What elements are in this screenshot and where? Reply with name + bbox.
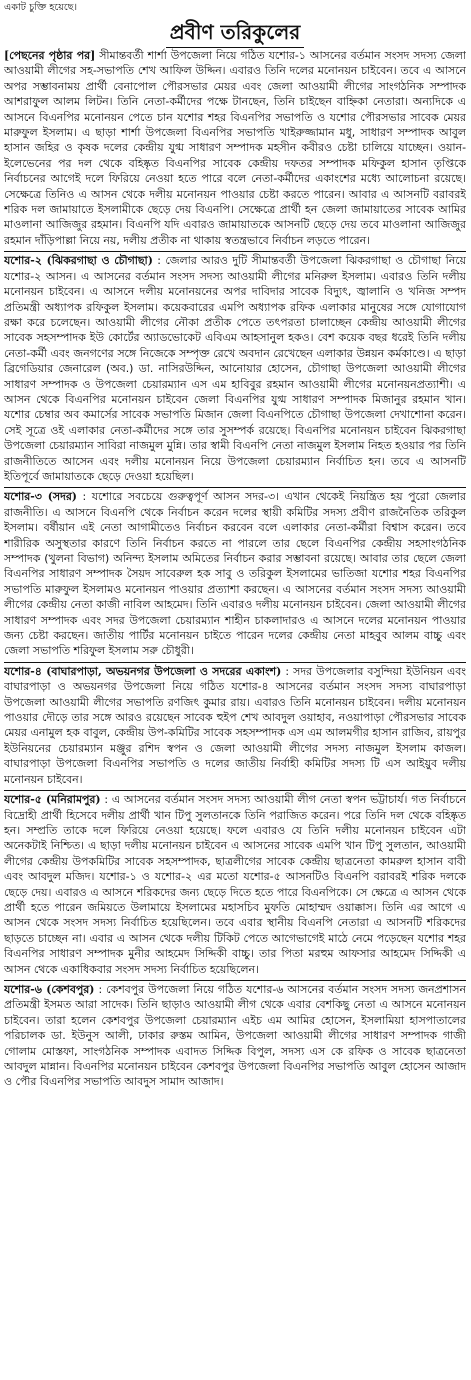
section-jashore-4 — [4, 662, 466, 787]
headline-row — [4, 17, 466, 47]
section-heading: যশোর-২ (ঝিকরগাছা ও চৌগাছা) — [4, 254, 153, 268]
paragraph-text: সীমান্তবর্তী শার্শা উপজেলা নিয়ে গঠিত যশোর-১ আসনের বর্তমান সংসদ সদস্য জেলা আওয়ামী লীগের সহ-সভাপতি শেখ আফিল উদ্দিন। এবারও তিনি দলের মনোনয়ন চাইবেন। তবে এ আসনে অপর সম্ভাবনাময় প্রার্থী বেনাপোল পৌরসভার মেয়র এবং জেলা আওয়ামী লীগের সাংগঠনিক সম্পাদক আশরাফুল আলম লিটন। তিনি নেতা-কর্মীদের পক্ষে টানছেন, তিনি চাইছেন বাহ্নিকা নেতারা। অন্যদিকে এ আসনে বিএনপির মনোনয়ন পেতে চান যশোর শহর বিএনপির সভাপতি ও যশোর পৌরসভার সাবেক মেয়র মারুফুল ইসলাম। এ ছাড়া শার্শা উপজেলা বিএনপির সভাপতি খাইরুজ্জামান মধু, সাধারণ সম্পাদক আবুল হাসান জহির ও কৃষক দলের কেন্দ্রীয় যুগ্ম সাধারণ সম্পাদক মহসীন কবীরও চেষ্টা চালিয়ে যাচ্ছেন। ওয়ান-ইলেভেনের পর দল থেকে বহিষ্কৃত বিএনপির সাবেক কেন্দ্রীয় দফতর সম্পাদক মফিকুল হাসান তৃপ্তিকে নির্বাচনের আগেই দলে ফিরিয়ে নেওয়া হতে পারে বলে নেতা-কর্মীদের একাংশের মধ্যে আলোচনা রয়েছে। সেক্ষেত্রে তিনিও এ আসন থেকে দলীয় মনোনয়ন পাওয়ার চেষ্টা করতে পারেন। আবার এ আসনটি বরাবরই শরিক দল জামায়াতে ইসলামীকে ছেড়ে দেয় বিএনপি। সেক্ষেত্রে প্রার্থী হন জেলা জামায়াতের সাবেক আমির মাওলানা আজিজুর রহমান। বিএনপি যদি এবারও জামায়াতকে আসনটি ছেড়ে দেয় তবে মাওলানা আজিজুর রহমান দাঁড়িপাল্লা নিয়ে নয়, দলীয় প্রতীক না থাকায় স্বতন্ত্রভাবে নির্বাচন লড়তে পারেন। — [4, 49, 466, 247]
section-jashore-6 — [4, 980, 466, 1090]
paragraph-text: : এ আসনের বর্তমান সংসদ সদস্য আওয়ামী লীগ নেতা স্বপন ভট্টাচার্য। গত নির্বাচনে বিদ্রোহী প্রার্থী হিসেবে দলীয় প্রার্থী খান টিপু সুলতানকে তিনি পরাজিত করেন। পরে তিনি দল থেকে বহিষ্কৃত হন। সম্প্রতি তাকে দলে ফিরিয়ে নেওয়া হয়েছে। ফলে এবারও যে তিনি দলীয় মনোনয়ন চাইবেন এটা অনেকটাই নিশ্চিত। এ ছাড়া দলীয় মনোনয়ন চাইবেন এ আসনের সাবেক এমপি খান টিপু সুলতান, আওয়ামী লীগের কেন্দ্রীয় উপকমিটির সাবেক সহসম্পাদক, ছাত্রলীগের সাবেক কেন্দ্রীয় ছাত্রনেতা কামরুল হাসান বাবী এবং আবদুল মজিদ। যশোর-১ ও যশোর-২ এর মতো যশোর-৫ আসনটিও বিএনপি বরাবরই শরিক দলকে ছেড়ে দেয়। এবারও এ আসনে শরিকদের জন্য ছেড়ে দিতে হতে পারে বিএনপিকে। সে ক্ষেত্রে এ আসন থেকে প্রার্থী হতে পারেন জমিয়তে উলামায়ে ইসলামের মহাসচিব মুফতি মোহাম্মদ ওয়াক্কাস। তিনি এর আগে এ আসন থেকে সংসদ সদস্য নির্বাচিত হয়েছিলেন। তবে এবার স্থানীয় বিএনপি নেতারা এ আসনটি শরিকদের ছাড়তে চাচ্ছেন না। এবার এ আসন থেকে দলীয় টিকিট পেতে আগেভাগেই মাঠে নেমে পড়েছেন যশোর শহর বিএনপির সাধারণ সম্পাদক মুনীর আহমেদ সিদ্দিকী বাচ্চু। তার পিতা মরহুম আফসার আহমেদ সিদ্দিকী এ আসন থেকে একাধিকবার সংসদ সদস্য নির্বাচিত হয়েছিলেন। — [4, 793, 466, 976]
headline: প্রবীণ তরিকুলের — [166, 17, 305, 48]
paragraph-intro — [4, 48, 466, 248]
section-jashore-5 — [4, 790, 466, 977]
section-heading: যশোর-৬ (কেশবপুর) — [4, 982, 95, 996]
continued-from-marker: [পেছনের পৃষ্ঠার পর] — [4, 49, 96, 62]
paragraph-text: : সদর উপজেলার বসুন্দিয়া ইউনিয়ন এবং বাঘারপাড়া ও অভয়নগর উপজেলা নিয়ে গঠিত যশোর-৪ আসনের বর্তমান সংসদ সদস্য বাঘারপাড়া উপজেলা আওয়ামী লীগের সভাপতি রণজিৎ কুমার রায়। এবারও তিনি মনোনয়ন চাইবেন। দলীয় মনোনয়ন পাওয়ার দৌড়ে তার সঙ্গে আরও রয়েছেন সাবেক হুইপ শেখ আবদুল ওয়াহাব, নওয়াপাড়া পৌরসভার সাবেক মেয়র এনামুল হক বাবুল, কেন্দ্রীয় উপ-কমিটির সাবেক সহসম্পাদক এস এম আলমগীর হাসান রাজিব, রায়পুর ইউনিয়নের চেয়ারম্যান মঞ্জুর রশিদ স্বপন ও জেলা আওয়ামী লীগের সদস্য নাজমুল ইসলাম কাজল। বাঘারপাড়া উপজেলা বিএনপির সভাপতি ও দলের জাতীয় নির্বাহী কমিটির সদস্য টি এস আইয়ুব দলীয় মনোনয়ন চাইবেন। — [4, 664, 466, 786]
paragraph-text: : জেলার আরও দুটি সীমান্তবর্তী উপজেলা ঝিকরগাছা ও চৌগাছা নিয়ে যশোর-২ আসন। এ আসনের বর্তমান সংসদ সদস্য আওয়ামী লীগের মনিরুল ইসলাম। এবারও তিনি দলীয় মনোনয়ন চাইবেন। এ আসনে দলীয় মনোনয়নের অপর দাবিদার সাবেক বিদ্যুৎ, জ্বালানি ও খনিজ সম্পদ প্রতিমন্ত্রী অধ্যাপক রফিকুল ইসলাম। কয়েকবারের এমপি অধ্যাপক রফিক এলাকার মানুষের সঙ্গে যোগাযোগ রক্ষা করে চলেছেন। আওয়ামী লীগের নৌকা প্রতীক পেতে তৎপরতা চালাচ্ছেন কেন্দ্রীয় আওয়ামী লীগের সাবেক সহসম্পাদক ইউ কোর্টের অ্যাডভোকেট এবিএম আহসানুল হকও। বেশ কয়েক বছর ধরেই তিনি দলীয় নেতা-কর্মী এবং জনগণের সঙ্গে নিজেকে সম্পৃক্ত রেখে অবদান রেখেছেন এলাকার উন্নয়ন কর্মকাণ্ডে। এ ছাড়া ব্রিগেডিয়ার জেনারেল (অব.) ডা. নাসিরউদ্দিন, আনোয়ার হোসেন, চৌগাছা উপজেলা আওয়ামী লীগের সাধারণ সম্পাদক ও উপজেলা চেয়ারম্যান এস এম হাবিবুর রহমান আওয়ামী লীগের মনোনয়নপ্রত্যাশী। এ আসন থেকে বিএনপির মনোনয়ন চাইবেন জেলা বিএনপির যুগ্ম সাধারণ সম্পাদক মিজানুর রহমান খান। যশোর চেম্বার অব কমার্সের সাবেক সভাপতি মিজান জেলা বিএনপিতে চৌগাছা উপজেলা দেখাশোনা করেন। সেই সূত্রে ওই এলাকার নেতা-কর্মীদের সঙ্গে তার সুসম্পর্ক রয়েছে। বিএনপির মনোনয়ন চাইবেন ঝিকরগাছা উপজেলা চেয়ারম্যান সাবিরা নাজমুল মুন্নি। তার স্বামী বিএনপি নেতা নাজমুল ইসলাম নিহত হওয়ার পর তিনি রাজনীতিতে আসেন এবং দলীয় মনোনয়ন নিয়ে উপজেলা চেয়ারম্যান নির্বাচিত হন। তবে এ আসনটি ইতিপূর্বে জামায়াতকে ছেড়ে দেওয়া হয়েছিল। — [4, 254, 466, 483]
section-heading: যশোর-৪ (বাঘারপাড়া, অভয়নগর উপজেলা ও সদরের একাংশ) — [4, 664, 282, 678]
newspaper-column — [4, 0, 466, 1380]
section-jashore-2 — [4, 251, 466, 484]
section-jashore-3 — [4, 487, 466, 658]
section-heading: যশোর-৫ (মনিরামপুর) — [4, 793, 101, 807]
paragraph-text: : কেশবপুর উপজেলা নিয়ে গঠিত যশোর-৬ আসনের বর্তমান সংসদ সদস্য জনপ্রশাসন প্রতিমন্ত্রী ইসমত আরা সাদেক। তিনি ছাড়াও আওয়ামী লীগ থেকে এবার বেশকিছু নেতা এ আসনে মনোনয়ন চাইবেন। তারা হলেন কেশবপুর উপজেলা চেয়ারম্যান এইচ এম আমির হোসেন, ইসলামিয়া হাসপাতালের পরিচালক ডা. ইউনুস আলী, ঢাকার রুস্তম আমিন, উপজেলা আওয়ামী লীগের সাধারণ সম্পাদক গাজী গোলাম মোস্তফা, সাংগঠনিক সম্পাদক এবাদত সিদ্দিক বিপুল, সদস্য এস কে রফিক ও সাবেক ছাত্রনেতা আবদুল মান্নান। বিএনপির মনোনয়ন চাইবেন কেশবপুর উপজেলা বিএনপির সভাপতি আবুল হোসেন আজাদ ও পৌর বিএনপির সভাপতি আবদুস সামাদ আজাদ। — [4, 982, 466, 1089]
section-heading: যশোর-৩ (সদর) — [4, 490, 77, 504]
previous-article-tail: একাট চুক্তি হয়েছে। — [4, 2, 78, 13]
paragraph-text: : যশোরে সবচেয়ে গুরুত্বপূর্ণ আসন সদর-৩। এখান থেকেই নিয়ন্ত্রিত হয় পুরো জেলার রাজনীতি। এ আসনে বিএনপি থেকে নির্বাচন করেন দলের স্থায়ী কমিটির সদস্য প্রবীণ রাজনৈতিক তরিকুল ইসলাম। বর্ষীয়ান এই নেতা আগামীতেও নির্বাচন করবেন বলে এলাকার নেতা-কর্মীরা বিশ্বাস করেন। তবে শারীরিক অসুস্থতার কারণে তিনি নির্বাচন করতে না পারলে তার ছেলে বিএনপির কেন্দ্রীয় সহসাংগঠনিক সম্পাদক (খুলনা বিভাগ) অনিন্দ্য ইসলাম অমিতের নির্বাচন করার সম্ভাবনা রয়েছে। আবার তার ছেলে জেলা বিএনপির সাধারণ সম্পাদক সৈয়দ সাবেরুল হক সাবু ও তরিকুল ইসলামের ভাতিজা যশোর শহর বিএনপির সভাপতি মারুফুল ইসলামও মনোনয়ন পাওয়ার প্রত্যাশা করছেন। এ আসনের বর্তমান সংসদ সদস্য আওয়ামী লীগের কেন্দ্রীয় নেতা কাজী নাবিল আহমেদ। তিনি এবারও দলীয় মনোনয়ন চাইবেন। জেলা আওয়ামী লীগের সাধারণ সম্পাদক এবং সদর উপজেলা চেয়ারম্যান শাহীন চাকলাদারও এ আসনে দলের মনোনয়ন পাওয়ার জন্য চেষ্টা করছেন। জাতীয় পার্টির মনোনয়ন চাইতে পারেন দলের কেন্দ্রীয় নেতা মাহবুব আলম বাচ্চু এবং জেলা সভাপতি শরিফুল ইসলাম সরু চৌধুরী। — [4, 490, 466, 658]
